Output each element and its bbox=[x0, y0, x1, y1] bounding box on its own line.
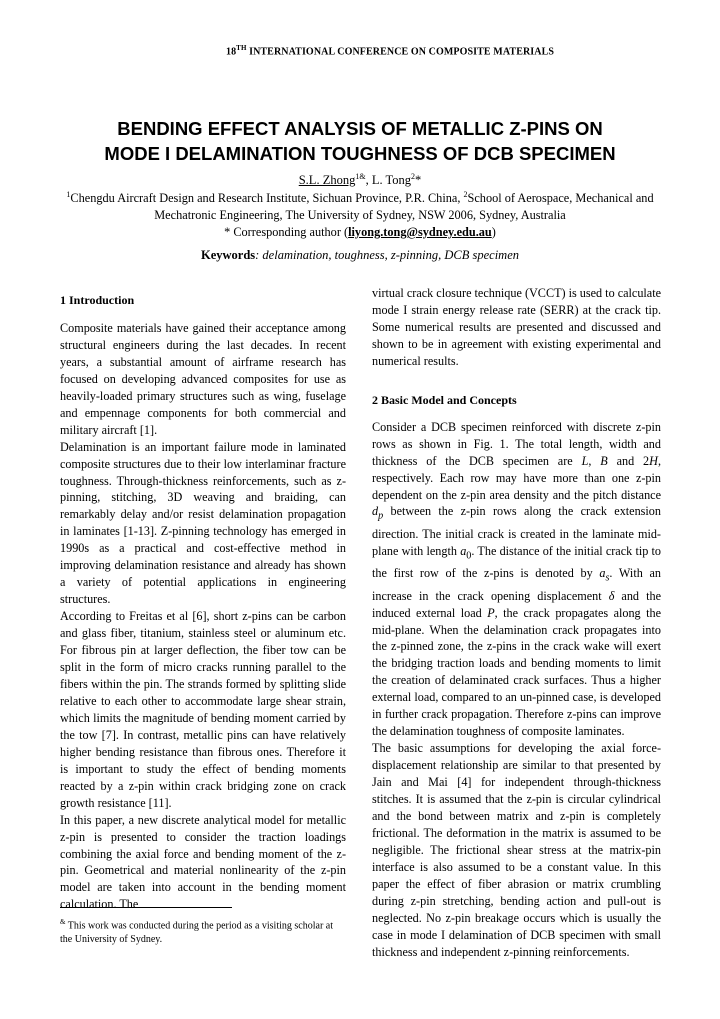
heading-gap bbox=[60, 309, 346, 320]
intro-paragraph-4: In this paper, a new discrete analytical model for metallic z-pin is presented to consider the traction loadings combining the axial force and bending moment of the z-pin. Geometrical and material nonlinearity of the z-pin model are taken into account in the bending moment calculation. The bbox=[60, 812, 346, 912]
symbol-L: L bbox=[581, 453, 589, 468]
conference-name: INTERNATIONAL CONFERENCE ON COMPOSITE MATERIALS bbox=[246, 46, 555, 58]
footnote-text: This work was conducted during the period as a visiting scholar at the University of Sydney. bbox=[60, 920, 333, 946]
conference-ordinal: TH bbox=[236, 44, 247, 52]
author-2-marker: 2 bbox=[411, 172, 416, 181]
affiliations bbox=[58, 186, 662, 241]
affiliation-2-marker: 2 bbox=[463, 190, 468, 199]
corresponding-suffix: ) bbox=[491, 225, 496, 240]
affiliation-1-marker: 1 bbox=[66, 190, 71, 199]
symbol-H: H bbox=[649, 453, 658, 468]
corresponding-author bbox=[58, 224, 662, 241]
title-line-1: BENDING EFFECT ANALYSIS OF METALLIC Z-PINS ON bbox=[117, 118, 603, 139]
basic-model-paragraph-2: The basic assumptions for developing the axial force-displacement relationship are similar to that presented by Jain and Mai [4] for independent through-thickness stitches. It is assumed that the z-pin is circular cylindrical and the bond between matrix and z-pin is completely frictional. The deformation in the matrix is assumed to be negligible. The frictional shear stress at the matrix-pin interface is also assumed to be a constant value. In this paper the effect of fiber abrasion or matrix crumbling during z-pin stretching, bending action and pull-out is neglected. No z-pin breakage occurs which is usually the case in mode I delamination of DCB specimen with small thickness and independent z-pinning reinforcements. bbox=[372, 741, 661, 959]
corresponding-mark: * bbox=[415, 173, 422, 188]
intro-paragraph-3: According to Freitas et al [6], short z-pins can be carbon and glass fiber, titanium, stainless steel or aluminum etc. For fibrous pin at larger deflection, the fiber tow can be split in the form of micro cracks running parallel to the fibers within the pin. The strands formed by splitting slide relative to each other to accommodate large shear strain, which limits the magnitude of bending moment carried by the tow [7]. In contrast, metallic pins can have relatively higher bending resistance than fibrous ones. Therefore it is important to study the effect of bending moments reacted by a z-pin within crack bridging zone on crack growth resistance [11]. bbox=[60, 609, 346, 810]
keywords-label: Keywords bbox=[200, 248, 256, 262]
keywords-text: : delamination, toughness, z-pinning, DCB specimen bbox=[255, 248, 520, 262]
heading-gap bbox=[372, 409, 661, 419]
symbol-P: P bbox=[487, 605, 495, 620]
symbol-dp: d bbox=[372, 504, 379, 519]
section-heading-introduction: 1 Introduction bbox=[60, 293, 135, 307]
author-separator: , bbox=[365, 173, 372, 188]
author-2: L. Tong bbox=[371, 173, 412, 188]
intro-continuation: virtual crack closure technique (VCCT) is used to calculate mode I strain energy release rate (SERR) at the crack tip. Some numerical results are presented and discussed and shown to be in agreement with existing experimental and numerical results. bbox=[372, 286, 662, 368]
symbol-B: B bbox=[600, 453, 608, 468]
section-gap bbox=[372, 370, 661, 392]
footnote-divider bbox=[60, 907, 232, 908]
title-line-2: MODE I DELAMINATION TOUGHNESS OF DCB SPECIMEN bbox=[104, 143, 616, 164]
corresponding-prefix: * Corresponding author ( bbox=[224, 225, 349, 240]
paper-title bbox=[60, 116, 660, 166]
keywords bbox=[60, 248, 660, 263]
right-column bbox=[372, 285, 661, 961]
affiliation-lines bbox=[58, 186, 662, 224]
basic-model-paragraph-1: Consider a DCB specimen reinforced with discrete z-pin rows as shown in Fig. 1. The total length, width and thickness of the DCB specimen are L, B and 2H, respectively. Each row may have more than one z-pin dependent on the z-pin area density and the pitch distance $d_p$ between the z-pin rows along the crack extension direction. The initial crack is created in the laminate mid-plane with length $a_0$. The distance of the initial crack tip to the first row of the z-pins is denoted by $a_s$. With an increase in the crack opening displacement δ and the induced external load P, the crack propagates along the mid-plane. When the delamination crack propagates into the z-pinned zone, the z-pins in the crack wake will exert the bridging traction loads and bending moments to limit the creation of delaminated crack surfaces. Thus a higher external load, compared to an un-pinned case, is developed in further crack propagation. Therefore z-pins can improve the delamination toughness of composite laminates. bbox=[372, 419, 662, 739]
symbol-a0: a bbox=[460, 543, 467, 558]
affiliation-1: Chengdu Aircraft Design and Research Institute, Sichuan Province, P.R. China, bbox=[70, 191, 461, 206]
left-column bbox=[60, 292, 346, 913]
conference-number: 18 bbox=[225, 46, 237, 58]
section-heading-basic-model: 2 Basic Model and Concepts bbox=[372, 392, 517, 407]
conference-header bbox=[0, 44, 720, 57]
footnote-mark: & bbox=[60, 918, 66, 926]
intro-paragraph-2: Delamination is an important failure mode in laminated composite structures due to their low interlaminar fracture toughness. Through-thickness reinforcements, such as z-pinning, stitching, 3D weaving and braiding, can remarkably delay and/or resist delamination propagation in laminates [1-13]. Z-pinning technology has emerged in 1990s as a practical and cost-effective method in improving delamination resistance and already has shown a variety of potential applications in engineering structures. bbox=[60, 439, 346, 607]
intro-paragraph-1: Composite materials have gained their acceptance among structural engineers during the last decades. In recent years, a substantial amount of airframe research has focused on developing advanced composites for use as heavily-loaded primary structures such as wing, fuselage and empennage components for both commercial and military aircraft [1]. bbox=[60, 320, 346, 437]
author-1-marker: 1& bbox=[355, 172, 366, 181]
corresponding-email-link[interactable]: liyong.tong@sydney.edu.au bbox=[348, 225, 492, 240]
affiliation-2: School of Aerospace, Mechanical and Mechatronic Engineering, The University of Sydney, NSW 2006, Sydney, Australia bbox=[154, 191, 654, 223]
author-1: S.L. Zhong bbox=[298, 173, 356, 188]
symbol-as: a bbox=[599, 566, 606, 581]
symbol-delta: δ bbox=[608, 588, 615, 603]
footnote bbox=[60, 915, 346, 947]
